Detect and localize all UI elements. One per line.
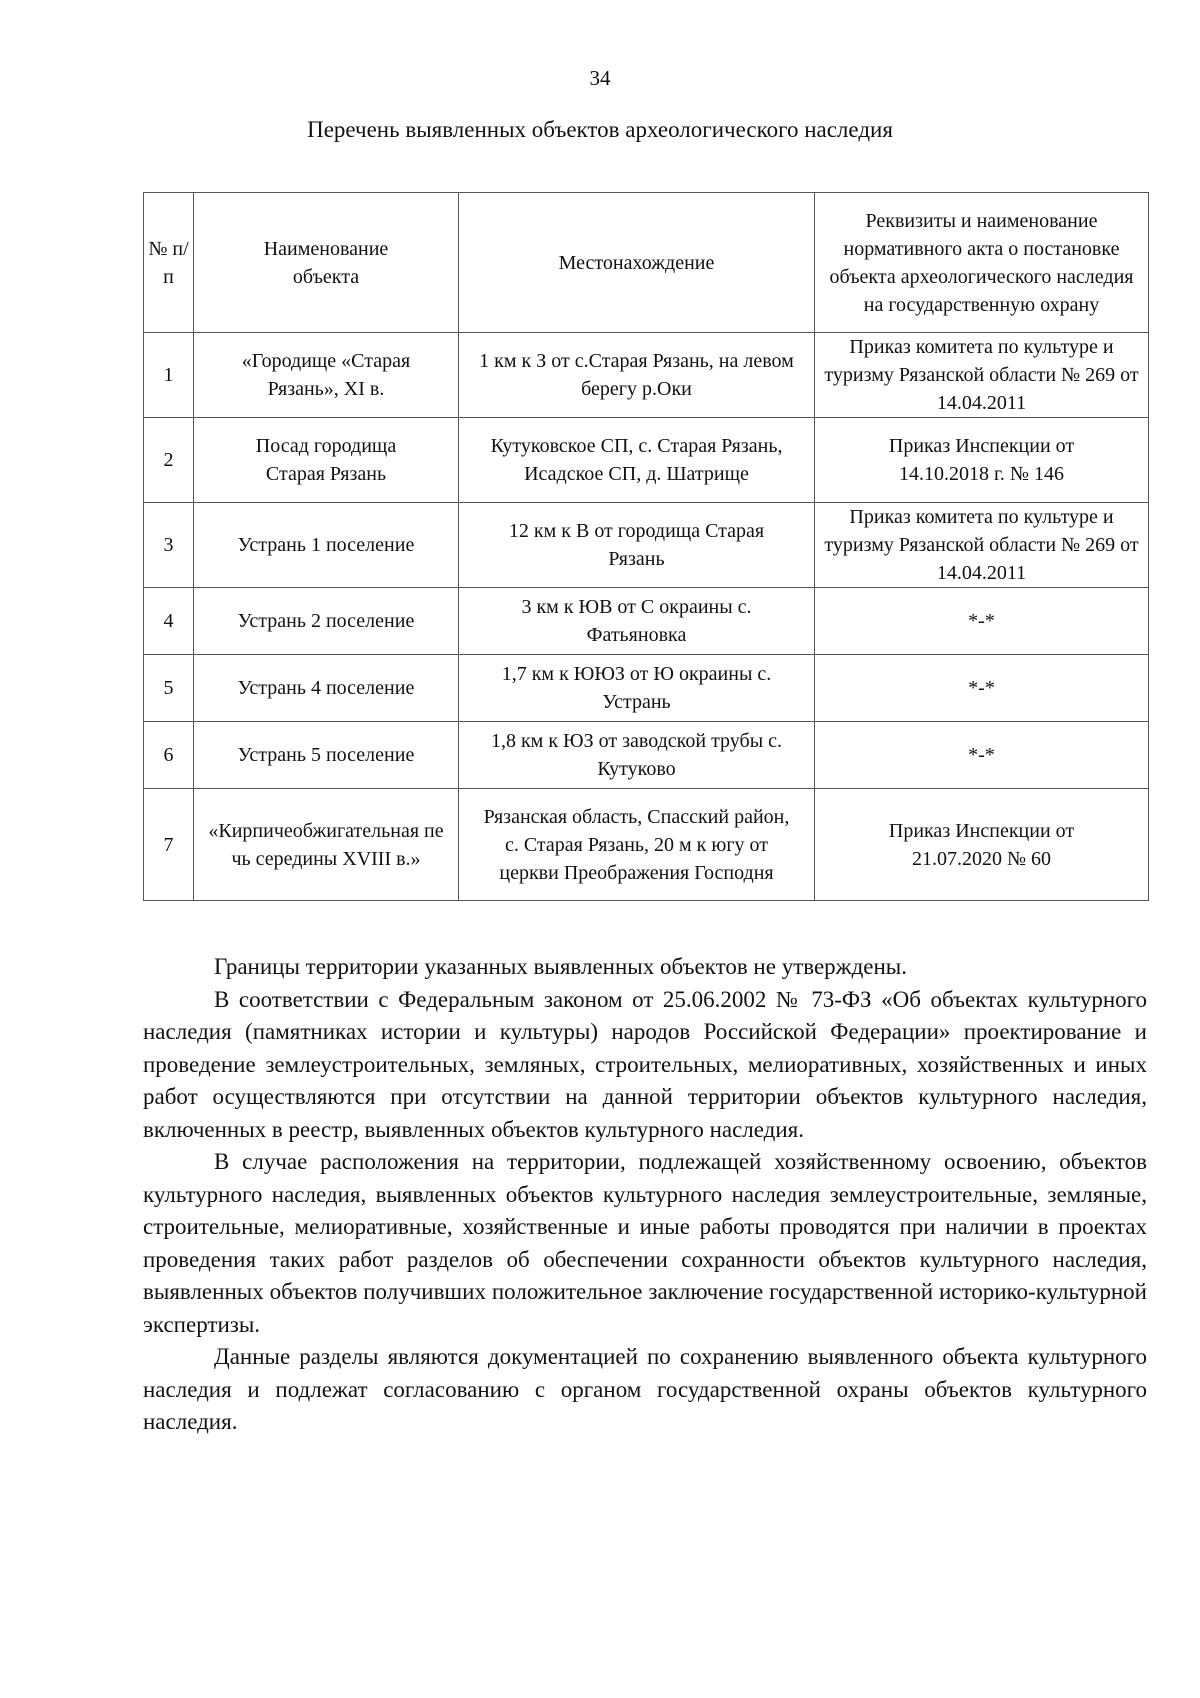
row-num: 5	[144, 655, 194, 722]
paragraph-federal-law: В соответствии с Федеральным законом от 25.06.2002 № 73-ФЗ «Об объектах культурного наследия (памятниках истории и культуры) народов Российской Федерации» проектирование и проведение землеустроительных, земляных, строительных, мелиоративных, хозяйственных и иных работ осуществляются при отсутствии на данной территории объектов культурного наследия, включенных в реестр, выявленных объектов культурного наследия.	[143, 986, 1147, 1142]
row-act: *-*	[815, 655, 1149, 722]
row-num: 4	[144, 588, 194, 655]
row-name: Устрань 1 поселение	[194, 503, 459, 588]
paragraph-documentation: Данные разделы являются документацией по сохранению выявленного объекта культурного наследия и подлежат согласованию с органом государственной охраны объектов культурного наследия.	[143, 1344, 1147, 1434]
row-act: Приказ комитета по культуре и туризму Рязанской области № 269 от 14.04.2011	[815, 503, 1149, 588]
row-location: 3 км к ЮВ от С окраины с. Фатьяновка	[459, 588, 815, 655]
table-row	[144, 503, 1149, 588]
page-title: Перечень выявленных объектов археологического наследия	[307, 117, 893, 142]
table-row	[144, 418, 1149, 503]
table-row	[144, 655, 1149, 722]
row-location: Рязанская область, Спасский район, с. Старая Рязань, 20 м к югу от церкви Преображения Господня	[459, 789, 815, 901]
row-act: Приказ Инспекции от 21.07.2020 № 60	[815, 789, 1149, 901]
header-act: Реквизиты и наименование нормативного акта о постановке объекта археологического наследия на государственную охрану	[815, 193, 1149, 333]
paragraph-boundaries: Границы территории указанных выявленных объектов не утверждены.	[214, 954, 907, 979]
table-row	[144, 789, 1149, 901]
row-location: Кутуковское СП, с. Старая Рязань, Исадское СП, д. Шатрище	[459, 418, 815, 503]
heritage-objects-table	[143, 192, 1149, 901]
row-name: Устрань 5 поселение	[194, 722, 459, 789]
row-location: 1,7 км к ЮЮЗ от Ю окраины с. Устрань	[459, 655, 815, 722]
row-num: 2	[144, 418, 194, 503]
row-num: 1	[144, 333, 194, 418]
row-num: 3	[144, 503, 194, 588]
row-name: «Кирпичеобжигательная печь середины XVIII в.»	[194, 789, 459, 901]
row-num: 6	[144, 722, 194, 789]
header-num: № п/п	[144, 193, 194, 333]
row-act: *-*	[815, 588, 1149, 655]
row-name: Устрань 4 поселение	[194, 655, 459, 722]
row-act: *-*	[815, 722, 1149, 789]
row-location: 1,8 км к ЮЗ от заводской трубы с. Кутуково	[459, 722, 815, 789]
header-location: Местонахождение	[459, 193, 815, 333]
row-location: 12 км к В от городища Старая Рязань	[459, 503, 815, 588]
row-act: Приказ комитета по культуре и туризму Рязанской области № 269 от 14.04.2011	[815, 333, 1149, 418]
header-name: Наименование объекта	[194, 193, 459, 333]
row-name: «Городище «Старая Рязань», XI в.	[194, 333, 459, 418]
page-number: 34	[589, 66, 611, 90]
row-act: Приказ Инспекции от 14.10.2018 г. № 146	[815, 418, 1149, 503]
paragraph-works-conditions: В случае расположения на территории, подлежащей хозяйственному освоению, объектов культурного наследия, выявленных объектов культурного наследия землеустроительные, земляные, строительные, мелиоративные, хозяйственные и иные работы проводятся при наличии в проектах проведения таких работ разделов об обеспечении сохранности объектов культурного наследия, выявленных объектов получивших положительное заключение государственной историко-культурной экспертизы.	[143, 1149, 1147, 1337]
row-num: 7	[144, 789, 194, 901]
row-name: Устрань 2 поселение	[194, 588, 459, 655]
table-row	[144, 722, 1149, 789]
row-location: 1 км к З от с.Старая Рязань, на левом берегу р.Оки	[459, 333, 815, 418]
table-header-row	[144, 193, 1149, 333]
table-row	[144, 333, 1149, 418]
body-text	[143, 951, 1147, 1439]
table-row	[144, 588, 1149, 655]
row-name: Посад городища Старая Рязань	[194, 418, 459, 503]
